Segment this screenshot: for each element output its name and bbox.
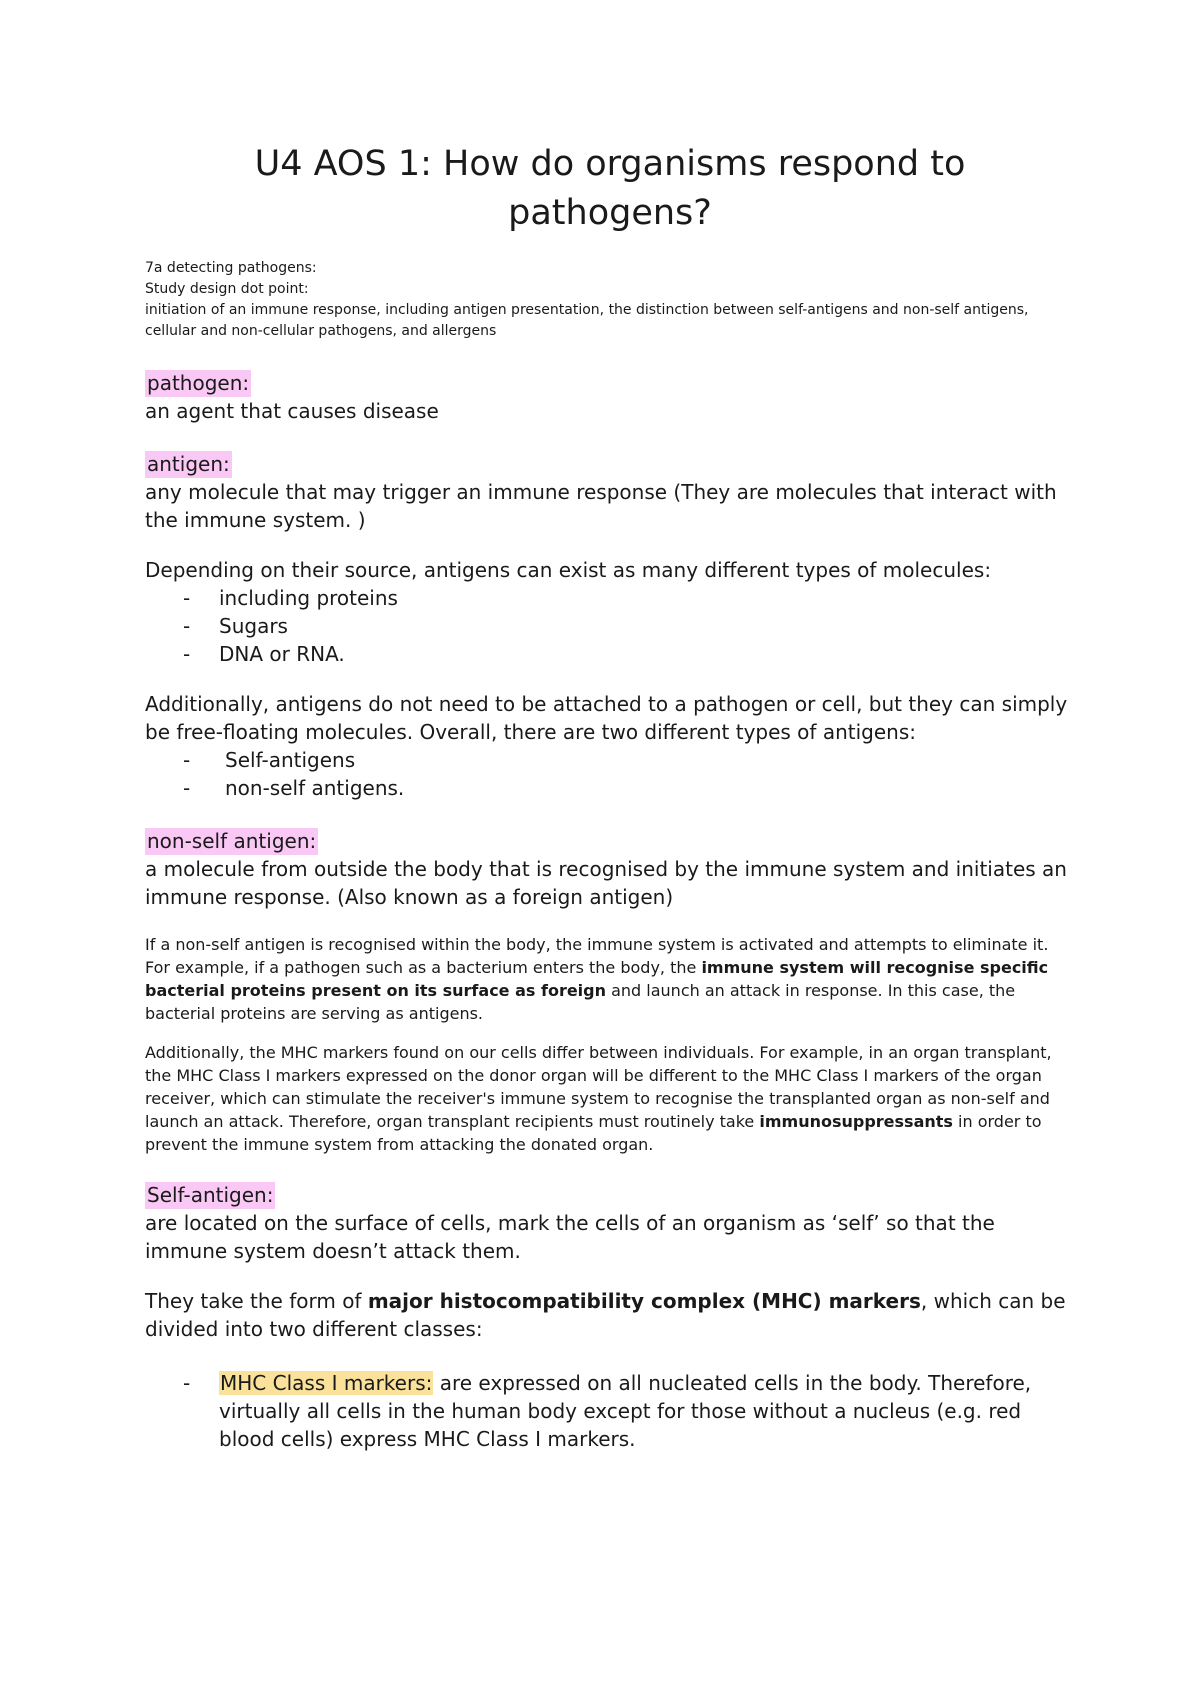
list-item: - MHC Class I markers: are expressed on all nucleated cells in the body. Therefore, virtually all cells in the human body except for those without a nucleus (e.g. red blood cells) express MHC Class I markers. [183, 1371, 1032, 1451]
page-title: U4 AOS 1: How do organisms respond to pathogens? [254, 144, 966, 233]
document-page [145, 140, 1075, 1453]
definition-self-antigen: are located on the surface of cells, mark the cells of an organism as ‘self’ so that the immune system doesn’t attack them. [145, 1211, 995, 1263]
mhc-intro: They take the form of major histocompatibility complex (MHC) markers, which can be divided into two different classes: [145, 1289, 1066, 1341]
list-item: - including proteins [183, 586, 398, 610]
list-item: - DNA or RNA. [183, 642, 345, 666]
mhc-classes-list [145, 1369, 1075, 1453]
definition-pathogen: an agent that causes disease [145, 399, 439, 423]
mhc-class-1-label: MHC Class I markers: [220, 1371, 433, 1395]
term-nonself-antigen: non-self antigen: [147, 829, 317, 853]
term-antigen: antigen: [147, 452, 230, 476]
antigen-types-section [145, 690, 1075, 802]
list-item: - non-self antigens. [183, 776, 405, 800]
study-design-meta [145, 258, 1075, 342]
meta-study-design-label: Study design dot point: [145, 281, 309, 297]
term-pathogen: pathogen: [147, 371, 250, 395]
term-self-antigen: Self-antigen: [147, 1183, 274, 1207]
meta-topic: 7a detecting pathogens: [145, 260, 317, 276]
meta-dot-point: initiation of an immune response, including antigen presentation, the distinction between self-antigens and non-self antigens, cellular and non-cellular pathogens, and allergens [145, 302, 1029, 339]
nonself-paragraph-2: Additionally, the MHC markers found on our cells differ between individuals. For example, in an organ transplant, the MHC Class I markers expressed on the donor organ will be different to the MHC Class I markers of the organ receiver, which can stimulate the receiver's immune system to recognise the transplanted organ as non-self and launch an attack. Therefore, organ transplant recipients must routinely take immunosuppressants in order to prevent the immune system from attacking the donated organ. [145, 1043, 1052, 1154]
definition-antigen: any molecule that may trigger an immune response (They are molecules that interact with the immune system. ) [145, 480, 1057, 532]
molecule-types-list [145, 584, 1075, 668]
list-item: - Self-antigens [183, 748, 356, 772]
nonself-paragraph-1: If a non-self antigen is recognised within the body, the immune system is activated and attempts to eliminate it. For example, if a pathogen such as a bacterium enters the body, the immune system will recognise specific bacterial proteins present on its surface as foreign and launch an attack in response. In this case, the bacterial proteins are serving as antigens. [145, 935, 1049, 1023]
definition-nonself-antigen: a molecule from outside the body that is recognised by the immune system and initiates an immune response. (Also known as a foreign antigen) [145, 857, 1067, 909]
self-antigen-section [145, 1178, 1075, 1453]
nonself-antigen-section [145, 824, 1075, 1156]
molecule-types-section [145, 556, 1075, 668]
molecule-types-intro: Depending on their source, antigens can exist as many different types of molecules: [145, 558, 992, 582]
pathogen-section [145, 366, 1075, 425]
antigen-types-intro: Additionally, antigens do not need to be attached to a pathogen or cell, but they can simply be free-floating molecules. Overall, there are two different types of antigens: [145, 692, 1068, 744]
antigen-section [145, 447, 1075, 534]
list-item: - Sugars [183, 614, 288, 638]
antigen-types-list [145, 746, 1075, 802]
